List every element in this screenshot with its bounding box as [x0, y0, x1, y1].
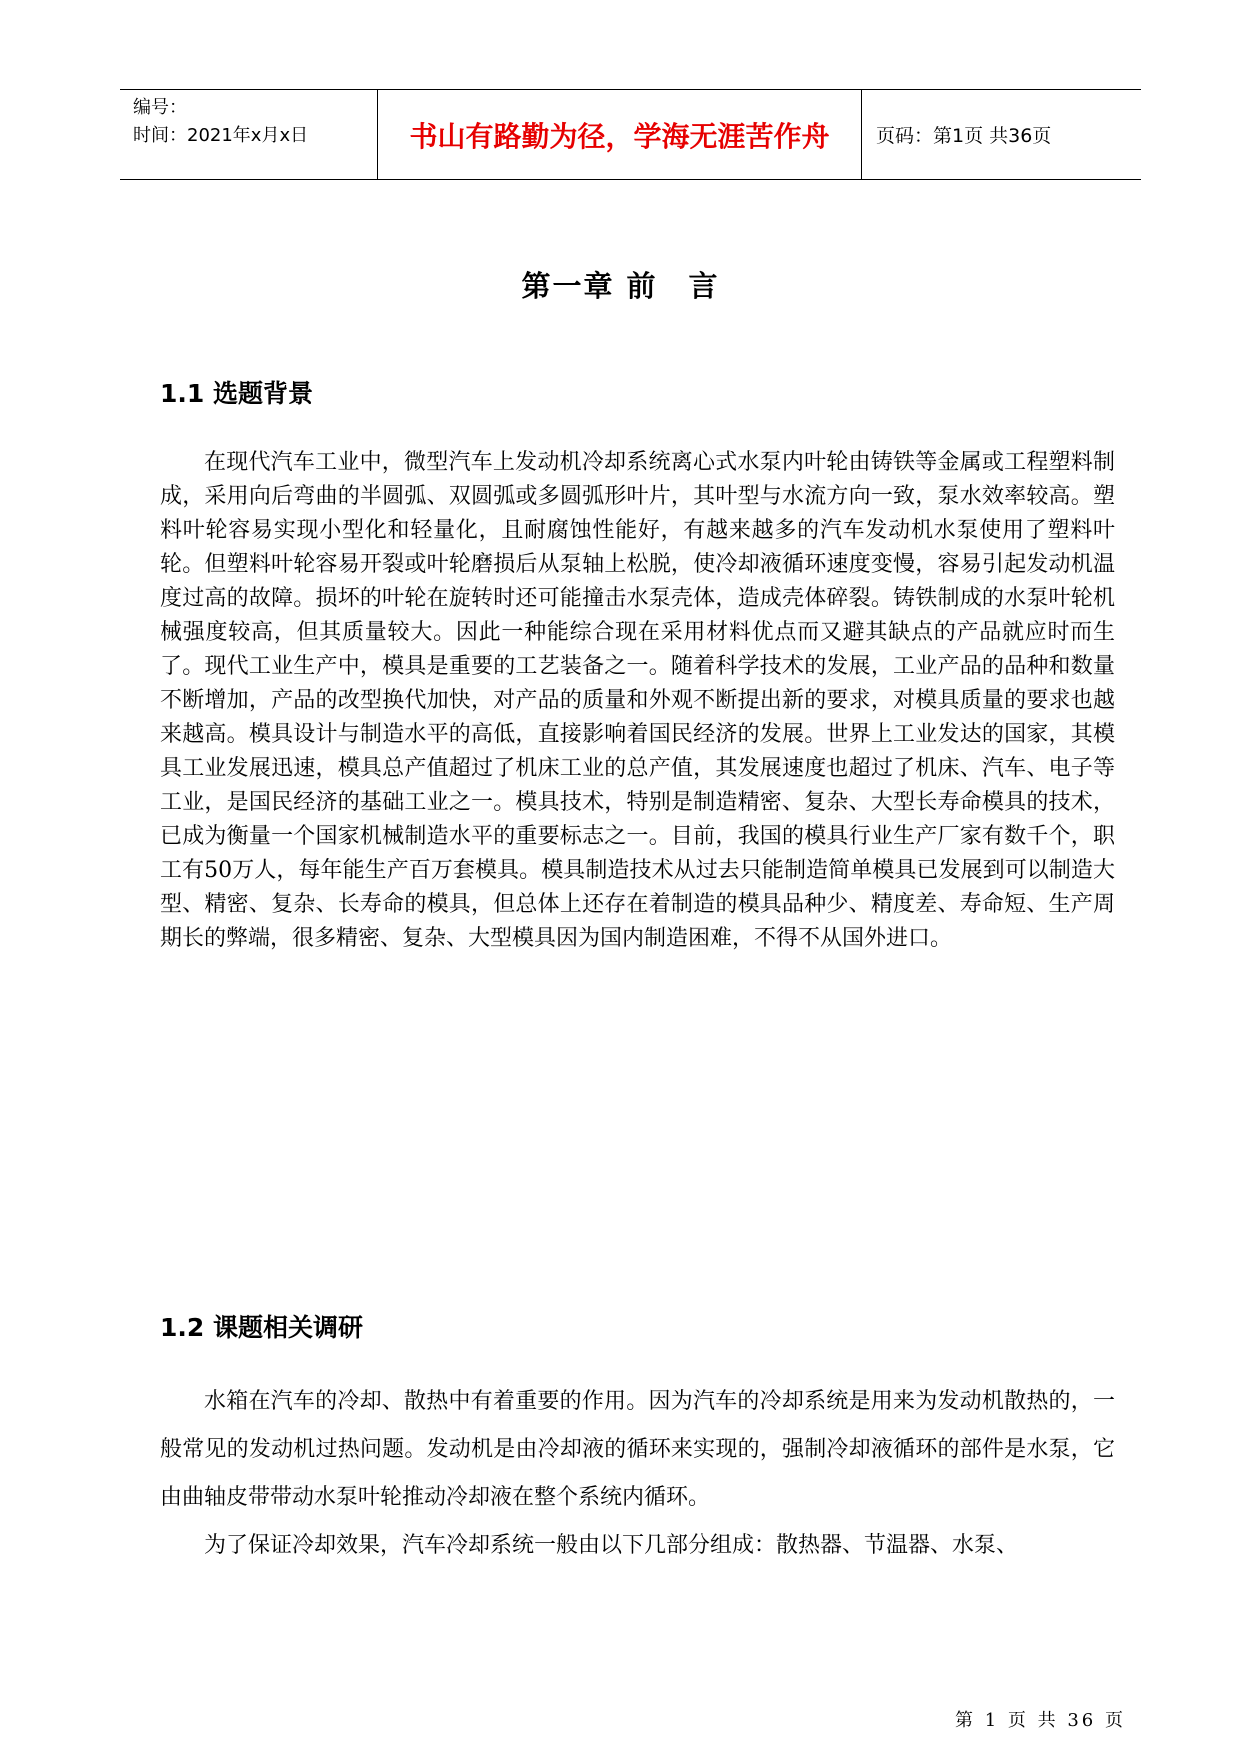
header-motto: 书山有路勤为径，学海无涯苦作舟: [378, 90, 862, 179]
page-header: [120, 89, 1141, 180]
section-2-paragraph-1: 水箱在汽车的冷却、散热中有着重要的作用。因为汽车的冷却系统是用来为发动机散热的，一般常见的发动机过热问题。发动机是由冷却液的循环来实现的，强制冷却液循环的部件是水泵，它由曲轴皮带带动水泵叶轮推动冷却液在整个系统内循环。: [160, 1389, 1115, 1510]
page-footer: 第 1 页 共 36 页: [955, 1710, 1126, 1731]
section-1-title: 1.1 选题背景: [160, 379, 313, 408]
time-label: 时间：2021年x月x日: [133, 125, 309, 146]
chapter-title: 第一章 前 言: [521, 269, 720, 303]
section-1-paragraph: 在现代汽车工业中，微型汽车上发动机冷却系统离心式水泵内叶轮由铸铁等金属或工程塑料制成，采用向后弯曲的半圆弧、双圆弧或多圆弧形叶片，其叶型与水流方向一致，泵水效率较高。塑料叶轮容易实现小型化和轻量化，且耐腐蚀性能好，有越来越多的汽车发动机水泵使用了塑料叶轮。但塑料叶轮容易开裂或叶轮磨损后从泵轴上松脱，使冷却液循环速度变慢，容易引起发动机温度过高的故障。损坏的叶轮在旋转时还可能撞击水泵壳体，造成壳体碎裂。铸铁制成的水泵叶轮机械强度较高，但其质量较大。因此一种能综合现在采用材料优点而又避其缺点的产品就应时而生了。现代工业生产中，模具是重要的工艺装备之一。随着科学技术的发展，工业产品的品种和数量不断增加，产品的改型换代加快，对产品的质量和外观不断提出新的要求，对模具质量的要求也越来越高。模具设计与制造水平的高低，直接影响着国民经济的发展。世界上工业发达的国家，其模具工业发展迅速，模具总产值超过了机床工业的总产值，其发展速度也超过了机床、汽车、电子等工业，是国民经济的基础工业之一。模具技术，特别是制造精密、复杂、大型长寿命模具的技术，已成为衡量一个国家机械制造水平的重要标志之一。目前，我国的模具行业生产厂家有数千个，职工有50万人，每年能生产百万套模具。模具制造技术从过去只能制造简单模具已发展到可以制造大型、精密、复杂、长寿命的模具，但总体上还存在着制造的模具品种少、精度差、寿命短、生产周期长的弊端，很多精密、复杂、大型模具因为国内制造困难，不得不从国外进口。: [160, 450, 1115, 951]
section-2-body: [160, 1378, 1115, 1570]
section-2-title: 1.2 课题相关调研: [160, 1313, 363, 1342]
section-2-paragraph-2: 为了保证冷却效果，汽车冷却系统一般由以下几部分组成：散热器、节温器、水泵、: [204, 1533, 1019, 1558]
number-label: 编号：: [133, 97, 187, 118]
header-page-info: 页码：第1页 共36页: [876, 125, 1052, 147]
header-meta: [120, 90, 378, 179]
